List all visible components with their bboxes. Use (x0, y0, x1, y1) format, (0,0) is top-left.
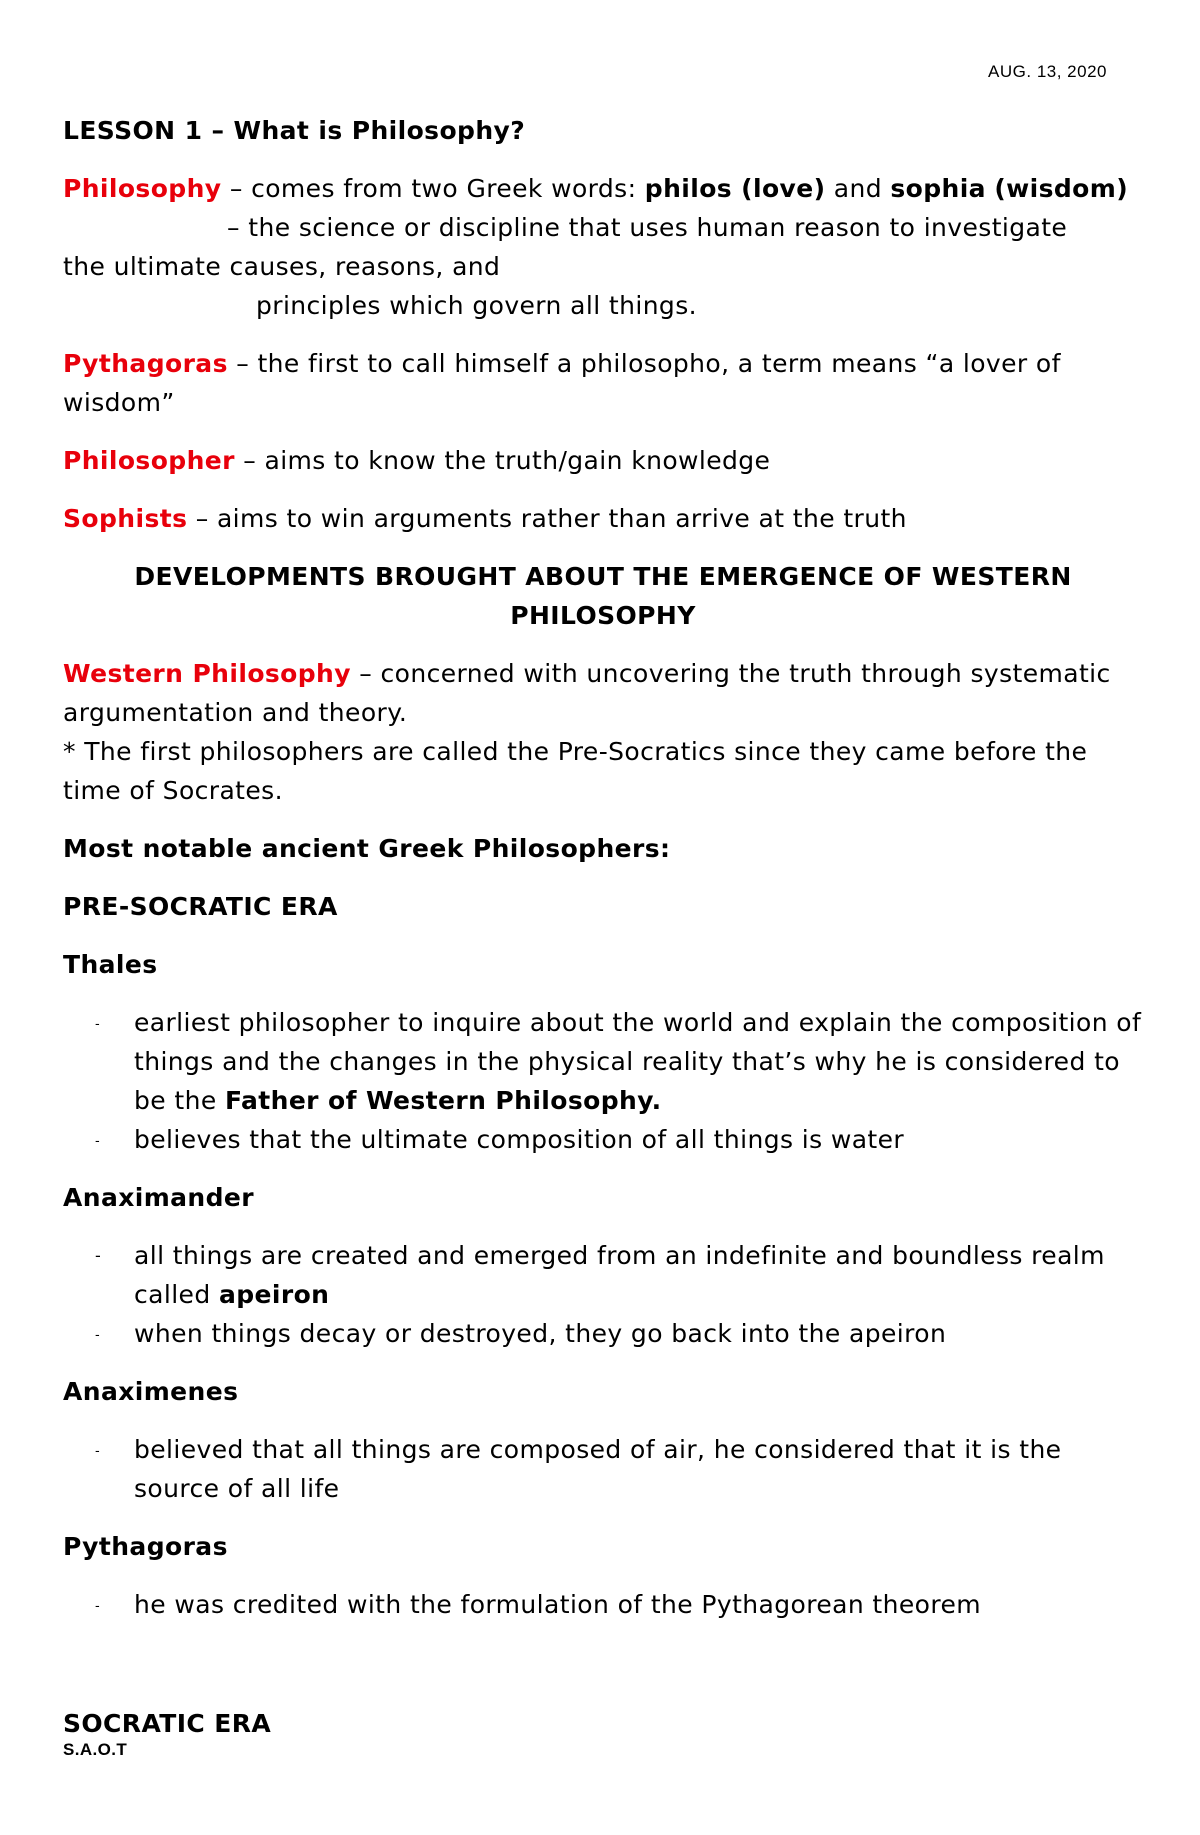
footer-label: S.A.O.T (63, 1740, 128, 1759)
dash-bullet-icon: - (95, 1328, 101, 1343)
anaximenes-points (63, 1430, 1143, 1508)
term-wisdom: (wisdom) (994, 174, 1129, 203)
dash-bullet-icon: - (95, 1017, 101, 1032)
notable-heading: Most notable ancient Greek Philosophers: (63, 834, 671, 863)
term-western-philosophy: Western Philosophy (63, 659, 351, 688)
father-of-western-philosophy: Father of Western Philosophy. (224, 1086, 662, 1115)
list-item: - believes that the ultimate composition of all things is water (63, 1120, 1143, 1159)
dash-bullet-icon: - (95, 1599, 101, 1614)
document-body (63, 111, 1143, 1643)
philosopher-name-anaximenes: Anaximenes (63, 1377, 239, 1406)
dash-bullet-icon: - (95, 1134, 101, 1149)
pythagoras-points (63, 1585, 1143, 1624)
term-philosopher: Philosopher (63, 446, 235, 475)
list-item: - when things decay or destroyed, they go back into the apeiron (63, 1314, 1143, 1353)
term-pythagoras: Pythagoras (63, 349, 228, 378)
term-philos: philos (love) (644, 174, 826, 203)
term-philosophy: Philosophy (63, 174, 222, 203)
philosopher-name-thales: Thales (63, 950, 158, 979)
pre-socratic-heading: PRE-SOCRATIC ERA (63, 892, 338, 921)
definition-sophists: Sophists – aims to win arguments rather than arrive at the truth (63, 504, 907, 533)
philosopher-name-anaximander: Anaximander (63, 1183, 255, 1212)
term-sophists: Sophists (63, 504, 188, 533)
list-item: - all things are created and emerged from an indefinite and boundless realm called apeiron (63, 1236, 1143, 1314)
document-date: AUG. 13, 2020 (988, 62, 1107, 81)
socratic-era-heading: SOCRATIC ERA (63, 1709, 272, 1738)
apeiron-term: apeiron (218, 1280, 330, 1309)
dash-bullet-icon: - (95, 1246, 102, 1265)
term-sophia: sophia (890, 174, 986, 203)
dash-bullet-icon: - (95, 1444, 101, 1459)
thales-points (63, 1003, 1143, 1159)
section-heading: DEVELOPMENTS BROUGHT ABOUT THE EMERGENCE OF WESTERN PHILOSOPHY (134, 562, 1072, 630)
list-item: - believed that all things are composed of air, he considered that it is the source of all life (63, 1430, 1143, 1508)
list-item: - he was credited with the formulation of the Pythagorean theorem (63, 1585, 1143, 1624)
definition-pythagoras: Pythagoras – the first to call himself a philosopho, a term means “a lover of wisdom” (63, 349, 1061, 417)
definition-western-philosophy: Western Philosophy – concerned with uncovering the truth through systematic argumentation and theory. * The first philosophers are called the Pre-Socratics since they came before the time of Socrates. (63, 654, 1143, 810)
definition-philosophy: Philosophy – comes from two Greek words: philos (love) and sophia (wisdom) – the science or discipline that uses human reason to investigate the ultimate causes, reasons, and principles which govern all things. (63, 169, 1143, 325)
pre-socratics-note: * The first philosophers are called the Pre-Socratics since they came before the time of Socrates. (63, 737, 1088, 805)
anaximander-points (63, 1236, 1143, 1353)
definition-philosophy-second: – the science or discipline that uses human reason to investigate (227, 213, 1068, 242)
philosopher-name-pythagoras: Pythagoras (63, 1532, 228, 1561)
lesson-title: LESSON 1 – What is Philosophy? (63, 116, 526, 145)
list-item: - earliest philosopher to inquire about the world and explain the composition of things and the changes in the physical reality that’s why he is considered to be the Father of Western Philosophy. (63, 1003, 1143, 1120)
definition-philosopher: Philosopher – aims to know the truth/gain knowledge (63, 446, 771, 475)
